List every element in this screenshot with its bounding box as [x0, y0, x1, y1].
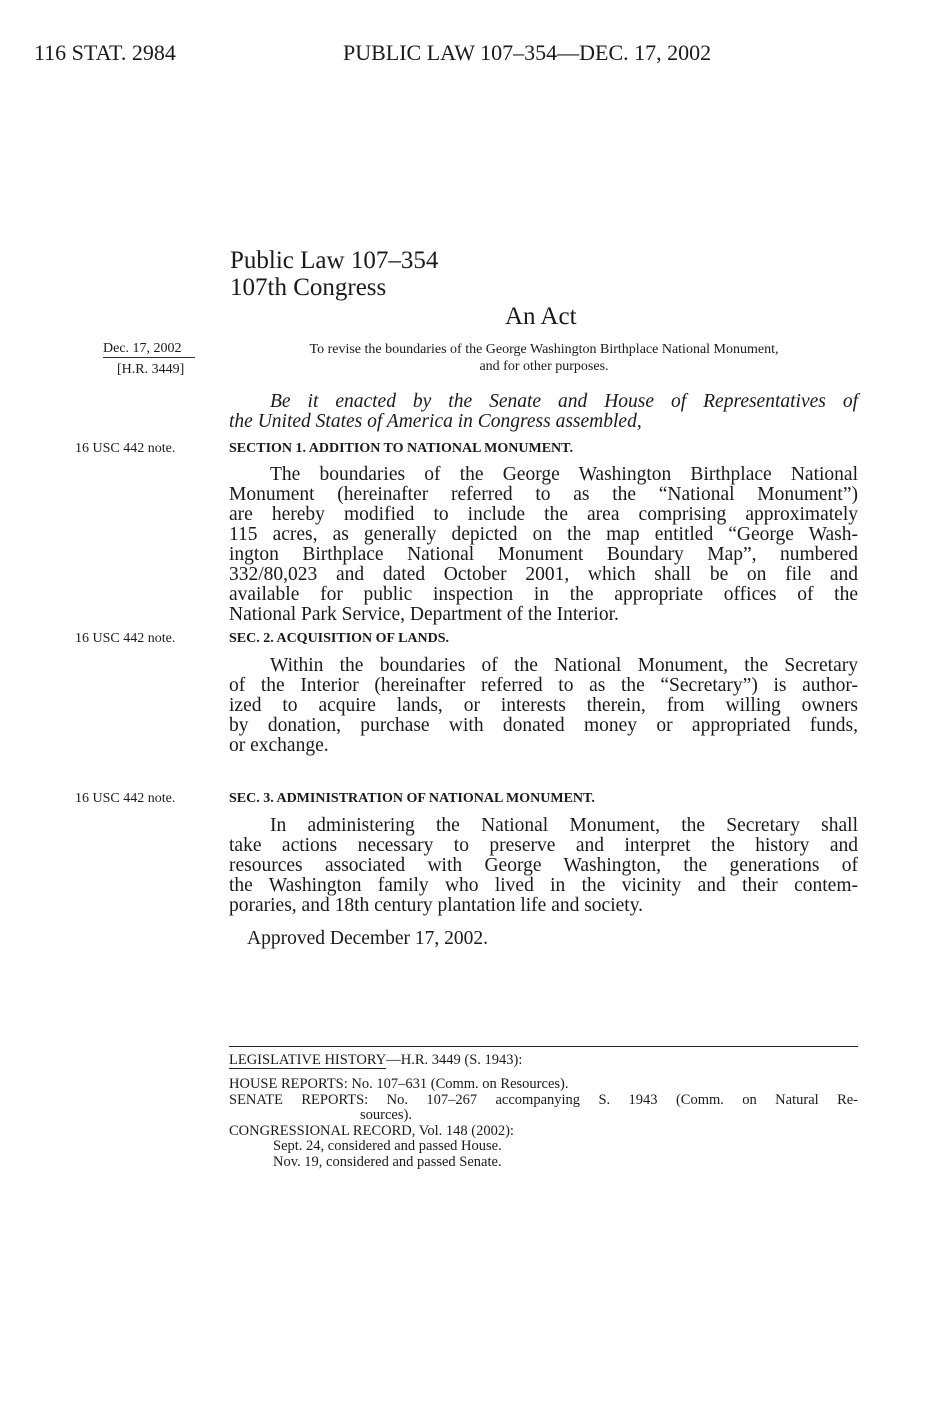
senate-reports-cont: sources). [360, 1107, 412, 1123]
section-2-heading: SEC. 2. ACQUISITION OF LANDS. [229, 631, 450, 646]
margin-bill: [H.R. 3449] [117, 362, 185, 377]
senate-reports: SENATE REPORTS: No. 107–267 accompanying S. 1943 (Comm. on Natural Re- [229, 1091, 858, 1108]
house-reports: HOUSE REPORTS: No. 107–631 (Comm. on Resources). [229, 1076, 569, 1092]
paragraph-line: 115 acres, as generally depicted on the map entitled “George Wash- [229, 524, 858, 545]
paragraph-line: National Park Service, Department of the Interior. [229, 604, 619, 625]
section-2-text [229, 656, 858, 756]
section-1-text [229, 465, 858, 625]
paragraph-line: available for public inspection in the appropriate offices of the [229, 584, 858, 605]
act-title: An Act [505, 303, 577, 330]
legislative-history-bill: —H.R. 3449 (S. 1943): [386, 1052, 523, 1068]
paragraph-line: ington Birthplace National Monument Boundary Map”, numbered [229, 544, 858, 565]
paragraph-line: poraries, and 18th century plantation life and society. [229, 895, 644, 916]
paragraph-line: the Washington family who lived in the vicinity and their contem- [229, 875, 858, 896]
section-3-text [229, 816, 858, 916]
paragraph-line: or exchange. [229, 735, 329, 756]
section-3-heading: SEC. 3. ADMINISTRATION OF NATIONAL MONUMENT. [229, 791, 595, 806]
paragraph-line: are hereby modified to include the area comprising approximately [229, 504, 858, 525]
paragraph-line: take actions necessary to preserve and interpret the history and [229, 835, 858, 856]
paragraph-line: The boundaries of the George Washington Birthplace National [270, 464, 858, 485]
margin-usc-note: 16 USC 442 note. [75, 441, 176, 456]
record-item: Nov. 19, considered and passed Senate. [273, 1153, 502, 1170]
enacting-clause [229, 392, 858, 432]
paragraph-line: Within the boundaries of the National Monument, the Secretary [270, 655, 858, 676]
congress: 107th Congress [230, 274, 387, 301]
legislative-history [229, 1077, 858, 1170]
margin-usc-note: 16 USC 442 note. [75, 631, 176, 646]
paragraph-line: resources associated with George Washington, the generations of [229, 855, 858, 876]
legislative-history-label: LEGISLATIVE HISTORY [229, 1052, 387, 1068]
statute-page-number: 116 STAT. 2984 [34, 40, 176, 65]
paragraph-line: ized to acquire lands, or interests therein, from willing owners [229, 695, 858, 716]
public-law-number: Public Law 107–354 [230, 247, 439, 274]
approval-date: Approved December 17, 2002. [247, 928, 488, 949]
paragraph-line: Monument (hereinafter referred to as the “National Monument”) [229, 484, 858, 505]
paragraph-line: of the Interior (hereinafter referred to as the “Secretary”) is author- [229, 675, 858, 696]
purpose-clause [237, 341, 851, 375]
section-1-heading: SECTION 1. ADDITION TO NATIONAL MONUMENT. [229, 441, 573, 456]
paragraph-line: 332/80,023 and dated October 2001, which shall be on file and [229, 564, 858, 585]
enacting-line: the United States of America in Congress assembled, [229, 411, 642, 432]
paragraph-line: In administering the National Monument, the Secretary shall [270, 815, 858, 836]
paragraph-line: by donation, purchase with donated money or appropriated funds, [229, 715, 858, 736]
purpose-line: To revise the boundaries of the George Washington Birthplace National Monument, [309, 342, 779, 357]
legislative-history-heading [229, 1052, 522, 1068]
record-item: Sept. 24, considered and passed House. [273, 1138, 502, 1154]
purpose-line: and for other purposes. [479, 359, 609, 374]
running-title: PUBLIC LAW 107–354—DEC. 17, 2002 [343, 40, 712, 65]
enacting-line: Be it enacted by the Senate and House of Representatives of [270, 391, 858, 412]
margin-usc-note: 16 USC 442 note. [75, 791, 176, 806]
margin-date: Dec. 17, 2002 [103, 341, 195, 358]
footnote-rule [229, 1046, 858, 1047]
congressional-record: CONGRESSIONAL RECORD, Vol. 148 (2002): [229, 1122, 514, 1139]
